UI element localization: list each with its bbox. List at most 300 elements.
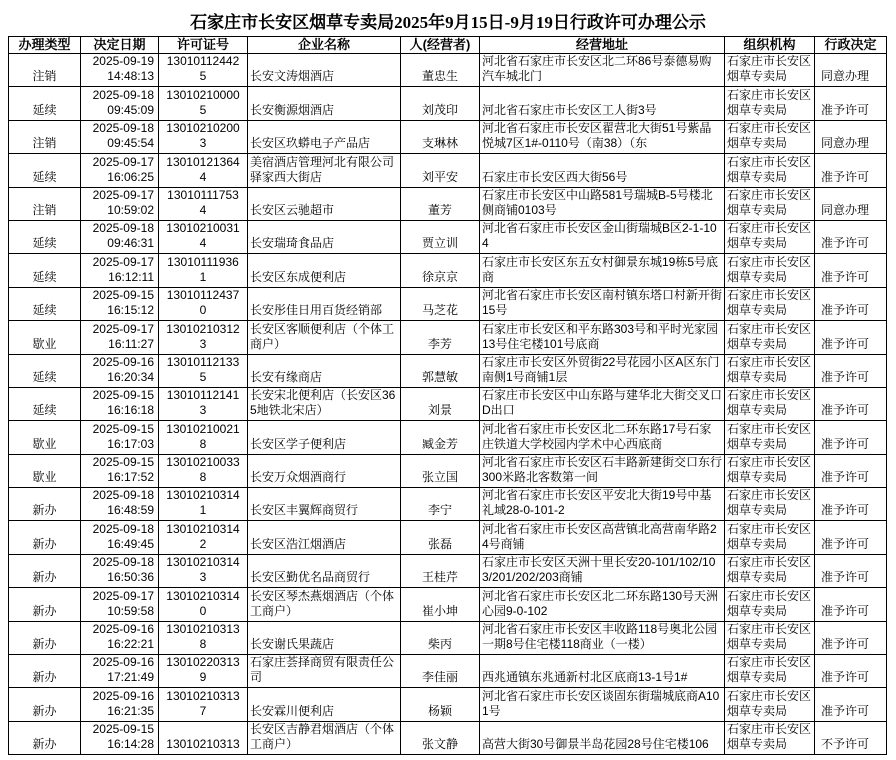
company-name-cell <box>248 121 401 154</box>
operator-cell <box>401 54 480 87</box>
address-cell <box>480 622 725 655</box>
decision-cell <box>815 254 887 287</box>
operator-text: 董芳 <box>427 202 452 217</box>
operator-text: 董忠生 <box>421 69 458 84</box>
license-number-text: 130102103142 <box>166 521 240 551</box>
operator-cell <box>401 688 480 721</box>
license-number-text: 130101121413 <box>166 388 240 418</box>
organization-cell <box>725 722 815 755</box>
type-text: 新办 <box>32 570 57 585</box>
address-cell <box>480 321 725 354</box>
decision-text: 同意办理 <box>821 202 870 217</box>
decision-cell <box>815 588 887 621</box>
license-number-cell <box>159 154 248 187</box>
decision-date-text: 2025-09-18 16:48:59 <box>92 488 154 518</box>
company-name-text: 长安万众烟酒商行 <box>250 470 347 485</box>
license-number-text: 130102103123 <box>166 321 240 351</box>
address-cell <box>480 288 725 321</box>
license-number-cell <box>159 221 248 254</box>
permit-table <box>8 36 887 755</box>
decision-date-text: 2025-09-16 16:21:35 <box>92 688 154 718</box>
company-name-cell <box>248 655 401 688</box>
operator-cell <box>401 521 480 554</box>
decision-text: 准予许可 <box>821 369 870 384</box>
license-number-cell <box>159 655 248 688</box>
license-number-text: 130101213644 <box>166 154 240 184</box>
type-cell <box>9 521 81 554</box>
operator-text: 张文静 <box>421 737 458 752</box>
address-text: 河北省石家庄市长安区翟营北大街51号紫晶悦城7区1#-0110号（南38）（东 <box>482 121 712 151</box>
license-number-text: 130102103137 <box>166 688 240 718</box>
column-header-operator: 人(经营者) <box>401 37 480 54</box>
type-cell <box>9 321 81 354</box>
type-cell <box>9 288 81 321</box>
license-number-cell <box>159 588 248 621</box>
type-text: 注销 <box>32 136 57 151</box>
address-text: 河北省石家庄市长安区金山街瑞城B区2-1-104 <box>482 221 717 251</box>
address-text: 河北省石家庄市长安区丰收路118号奥北公园一期8号住宅楼118商业（一楼） <box>482 622 718 652</box>
company-name-text: 长安区玖蟒电子产品店 <box>250 136 371 151</box>
operator-cell <box>401 655 480 688</box>
organization-cell <box>725 421 815 454</box>
organization-cell <box>725 655 815 688</box>
organization-cell <box>725 121 815 154</box>
company-name-cell <box>248 588 401 621</box>
decision-text: 准予许可 <box>821 336 870 351</box>
decision-date-cell <box>81 188 159 221</box>
license-number-text: 130101121335 <box>166 354 240 384</box>
type-cell <box>9 355 81 388</box>
organization-cell <box>725 588 815 621</box>
license-number-cell <box>159 688 248 721</box>
organization-text: 石家庄市长安区烟草专卖局 <box>727 521 812 551</box>
license-number-text: 130102103141 <box>166 488 240 518</box>
column-header-license-number: 许可证号 <box>159 37 248 54</box>
type-text: 歇业 <box>32 436 57 451</box>
decision-cell <box>815 355 887 388</box>
company-name-text: 长安文涛烟酒店 <box>250 69 335 84</box>
company-name-text: 长安区云驰超市 <box>250 202 335 217</box>
address-text: 河北省石家庄市长安区谈固东街瑞城底商A101号 <box>482 688 720 718</box>
license-number-text: 130102100314 <box>166 221 240 251</box>
decision-date-text: 2025-09-17 16:11:27 <box>92 321 154 351</box>
decision-date-cell <box>81 555 159 588</box>
type-text: 新办 <box>32 737 57 752</box>
operator-cell <box>401 555 480 588</box>
company-name-text: 长安宋北便利店（长安区365地铁北宋店） <box>250 388 396 418</box>
address-cell <box>480 355 725 388</box>
decision-date-cell <box>81 355 159 388</box>
type-cell <box>9 688 81 721</box>
type-text: 延续 <box>32 102 57 117</box>
decision-date-cell <box>81 254 159 287</box>
license-number-text: 130101124370 <box>166 288 240 318</box>
type-cell <box>9 455 81 488</box>
company-name-text: 长安瑞琦食品店 <box>250 236 335 251</box>
address-cell <box>480 154 725 187</box>
decision-date-text: 2025-09-15 16:17:52 <box>92 455 154 485</box>
decision-date-cell <box>81 288 159 321</box>
operator-cell <box>401 355 480 388</box>
type-text: 注销 <box>32 202 57 217</box>
organization-text: 石家庄市长安区烟草专卖局 <box>727 588 812 618</box>
company-name-cell <box>248 622 401 655</box>
operator-text: 张磊 <box>427 536 452 551</box>
operator-cell <box>401 588 480 621</box>
address-text: 河北省石家庄市长安区石丰路新建街交口东行300米路北客数第一间 <box>482 455 722 485</box>
company-name-text: 长安区浩江烟酒店 <box>250 536 347 551</box>
decision-cell <box>815 54 887 87</box>
decision-text: 准予许可 <box>821 670 870 685</box>
type-cell <box>9 722 81 755</box>
company-name-cell <box>248 288 401 321</box>
operator-cell <box>401 154 480 187</box>
organization-text: 石家庄市长安区烟草专卖局 <box>727 555 812 585</box>
license-number-text: 130101124425 <box>166 54 240 84</box>
operator-text: 马芝花 <box>421 303 458 318</box>
address-text: 河北省石家庄市长安区北二环东路17号石家庄铁道大学校园内学术中心西底商 <box>482 421 712 451</box>
decision-date-cell <box>81 455 159 488</box>
type-text: 新办 <box>32 637 57 652</box>
decision-text: 准予许可 <box>821 637 870 652</box>
decision-text: 准予许可 <box>821 470 870 485</box>
decision-date-text: 2025-09-16 16:20:34 <box>92 354 154 384</box>
decision-date-cell <box>81 54 159 87</box>
license-number-cell <box>159 555 248 588</box>
company-name-text: 长安区学子便利店 <box>250 436 347 451</box>
decision-date-cell <box>81 154 159 187</box>
company-name-cell <box>248 688 401 721</box>
organization-text: 石家庄市长安区烟草专卖局 <box>727 455 812 485</box>
operator-text: 李宁 <box>427 503 452 518</box>
decision-date-text: 2025-09-18 16:50:36 <box>92 555 154 585</box>
column-header-decision-date: 决定日期 <box>81 37 159 54</box>
decision-text: 准予许可 <box>821 603 870 618</box>
address-text: 石家庄市长安区天洲十里长安20-101/102/103/201/202/203商铺 <box>482 555 716 585</box>
address-text: 石家庄市长安区和平东路303号和平时光家园13号住宅楼101号底商 <box>482 321 719 351</box>
decision-date-text: 2025-09-15 16:14:28 <box>92 722 154 752</box>
license-number-cell <box>159 388 248 421</box>
address-text: 石家庄市长安区中山东路与建华北大街交叉口D出口 <box>482 388 722 418</box>
organization-text: 石家庄市长安区烟草专卖局 <box>727 154 812 184</box>
decision-date-text: 2025-09-16 16:22:21 <box>92 622 154 652</box>
address-text: 石家庄市长安区西大街56号 <box>482 169 628 184</box>
decision-text: 准予许可 <box>821 536 870 551</box>
column-header-type: 办理类型 <box>9 37 81 54</box>
decision-date-text: 2025-09-16 17:21:49 <box>92 655 154 685</box>
operator-cell <box>401 321 480 354</box>
decision-date-cell <box>81 421 159 454</box>
address-text: 西兆通镇东兆通新村北区底商13-1号1# <box>482 670 688 685</box>
company-name-cell <box>248 421 401 454</box>
type-cell <box>9 87 81 120</box>
license-number-text: 130101119361 <box>167 254 239 284</box>
company-name-cell <box>248 355 401 388</box>
license-number-cell <box>159 455 248 488</box>
company-name-text: 长安霖川便利店 <box>250 703 335 718</box>
license-number-text: 130102103140 <box>166 588 240 618</box>
operator-cell <box>401 421 480 454</box>
type-text: 歇业 <box>32 336 57 351</box>
decision-cell <box>815 421 887 454</box>
company-name-text: 长安谢氏果蔬店 <box>250 637 335 652</box>
page-title: 石家庄市长安区烟草专卖局2025年9月15日-9月19日行政许可办理公示 <box>190 13 706 32</box>
type-cell <box>9 388 81 421</box>
decision-cell <box>815 521 887 554</box>
decision-cell <box>815 321 887 354</box>
decision-date-cell <box>81 521 159 554</box>
decision-date-text: 2025-09-18 09:46:31 <box>92 221 154 251</box>
license-number-text: 130102100005 <box>166 87 240 117</box>
operator-cell <box>401 188 480 221</box>
address-text: 石家庄市长安区外贸街22号花园小区A区东门南侧1号商铺1层 <box>482 354 720 384</box>
operator-cell <box>401 288 480 321</box>
address-text: 河北省石家庄市长安区平安北大街19号中基礼域28-0-101-2 <box>482 488 712 518</box>
decision-date-text: 2025-09-17 10:59:02 <box>92 187 154 217</box>
company-name-text: 长安衡源烟酒店 <box>250 102 335 117</box>
license-number-cell <box>159 622 248 655</box>
company-name-cell <box>248 321 401 354</box>
column-header-company-name: 企业名称 <box>248 37 401 54</box>
operator-text: 臧金芳 <box>421 436 458 451</box>
address-text: 高营大街30号御景半岛花园28号住宅楼106 <box>482 737 709 752</box>
operator-text: 杨颖 <box>427 703 452 718</box>
operator-text: 支琳林 <box>421 136 458 151</box>
company-name-cell <box>248 521 401 554</box>
operator-text: 刘茂印 <box>421 102 458 117</box>
license-number-cell <box>159 521 248 554</box>
type-cell <box>9 488 81 521</box>
decision-date-text: 2025-09-17 10:59:58 <box>92 588 154 618</box>
operator-text: 柴丙 <box>427 637 452 652</box>
company-name-cell <box>248 87 401 120</box>
organization-cell <box>725 254 815 287</box>
address-cell <box>480 87 725 120</box>
organization-cell <box>725 688 815 721</box>
license-number-text: 13010210313 <box>166 737 240 752</box>
license-number-cell <box>159 87 248 120</box>
decision-date-text: 2025-09-18 09:45:09 <box>92 87 154 117</box>
company-name-cell <box>248 488 401 521</box>
company-name-text: 长安彤佳日用百货经销部 <box>250 303 383 318</box>
operator-text: 李佳丽 <box>421 670 458 685</box>
address-cell <box>480 588 725 621</box>
decision-text: 准予许可 <box>821 570 870 585</box>
organization-cell <box>725 622 815 655</box>
license-number-text: 130102103143 <box>166 555 240 585</box>
decision-date-text: 2025-09-15 16:16:18 <box>92 388 154 418</box>
company-name-cell <box>248 555 401 588</box>
type-text: 新办 <box>32 536 57 551</box>
license-number-text: 130102102003 <box>166 121 240 151</box>
decision-cell <box>815 221 887 254</box>
organization-text: 石家庄市长安区烟草专卖局 <box>727 121 812 151</box>
organization-cell <box>725 355 815 388</box>
organization-text: 石家庄市长安区烟草专卖局 <box>727 388 812 418</box>
license-number-cell <box>159 355 248 388</box>
type-cell <box>9 121 81 154</box>
operator-text: 张立国 <box>421 470 458 485</box>
operator-cell <box>401 488 480 521</box>
address-cell <box>480 655 725 688</box>
operator-text: 李芳 <box>427 336 452 351</box>
license-number-cell <box>159 254 248 287</box>
column-header-address: 经营地址 <box>480 37 725 54</box>
company-name-cell <box>248 254 401 287</box>
decision-date-cell <box>81 722 159 755</box>
decision-text: 准予许可 <box>821 436 870 451</box>
decision-date-text: 2025-09-17 16:06:25 <box>92 154 154 184</box>
organization-text: 石家庄市长安区烟草专卖局 <box>727 254 812 284</box>
address-cell <box>480 455 725 488</box>
address-text: 河北省石家庄市长安区北二环东路130号天洲心园9-0-102 <box>482 588 719 618</box>
type-cell <box>9 54 81 87</box>
organization-cell <box>725 455 815 488</box>
decision-text: 准予许可 <box>821 703 870 718</box>
organization-text: 石家庄市长安区烟草专卖局 <box>727 421 812 451</box>
type-text: 延续 <box>32 269 57 284</box>
decision-cell <box>815 154 887 187</box>
type-text: 延续 <box>32 369 57 384</box>
organization-cell <box>725 288 815 321</box>
organization-cell <box>725 221 815 254</box>
decision-text: 准予许可 <box>821 169 870 184</box>
license-number-cell <box>159 188 248 221</box>
organization-cell <box>725 488 815 521</box>
operator-cell <box>401 221 480 254</box>
decision-date-cell <box>81 488 159 521</box>
organization-text: 石家庄市长安区烟草专卖局 <box>727 321 812 351</box>
operator-cell <box>401 622 480 655</box>
license-number-cell <box>159 421 248 454</box>
decision-cell <box>815 121 887 154</box>
decision-date-cell <box>81 388 159 421</box>
decision-date-cell <box>81 87 159 120</box>
decision-text: 准予许可 <box>821 269 870 284</box>
address-text: 河北省石家庄市长安区高营镇北高营南华路24号商铺 <box>482 521 717 551</box>
company-name-text: 长安区琴杰燕烟酒店（个体工商户） <box>250 588 395 618</box>
organization-cell <box>725 188 815 221</box>
decision-cell <box>815 488 887 521</box>
license-number-cell <box>159 722 248 755</box>
company-name-text: 美宿酒店管理河北有限公司驿家西大街店 <box>250 154 395 184</box>
organization-text: 石家庄市长安区烟草专卖局 <box>727 87 812 117</box>
decision-date-text: 2025-09-15 16:15:12 <box>92 288 154 318</box>
decision-date-text: 2025-09-17 16:12:11 <box>92 254 154 284</box>
organization-cell <box>725 321 815 354</box>
decision-cell <box>815 388 887 421</box>
decision-text: 准予许可 <box>821 403 870 418</box>
address-text: 河北省石家庄市长安区南村镇东塔口村新开街15号 <box>482 288 722 318</box>
type-text: 新办 <box>32 503 57 518</box>
decision-cell <box>815 555 887 588</box>
operator-text: 郭慧敏 <box>421 369 458 384</box>
license-number-text: 130102203139 <box>166 655 240 685</box>
organization-text: 石家庄市长安区烟草专卖局 <box>727 187 812 217</box>
company-name-text: 石家庄荟择商贸有限责任公司 <box>250 655 395 685</box>
decision-date-cell <box>81 655 159 688</box>
organization-cell <box>725 521 815 554</box>
operator-cell <box>401 121 480 154</box>
license-number-text: 130102100218 <box>166 421 240 451</box>
organization-text: 石家庄市长安区烟草专卖局 <box>727 54 812 84</box>
address-cell <box>480 388 725 421</box>
type-cell <box>9 622 81 655</box>
company-name-text: 长安区客顺便利店（个体工商户） <box>250 321 395 351</box>
address-cell <box>480 521 725 554</box>
company-name-text: 长安区勤优名品商贸行 <box>250 570 371 585</box>
type-text: 注销 <box>32 69 57 84</box>
decision-cell <box>815 688 887 721</box>
organization-text: 石家庄市长安区烟草专卖局 <box>727 622 812 652</box>
decision-date-cell <box>81 321 159 354</box>
decision-text: 同意办理 <box>821 136 870 151</box>
decision-text: 准予许可 <box>821 236 870 251</box>
address-text: 河北省石家庄市长安区北二环86号泰德易购汽车城北门 <box>482 54 712 84</box>
operator-cell <box>401 254 480 287</box>
address-cell <box>480 121 725 154</box>
operator-text: 刘平安 <box>421 169 458 184</box>
decision-date-text: 2025-09-19 14:48:13 <box>92 54 154 84</box>
decision-cell <box>815 655 887 688</box>
operator-cell <box>401 388 480 421</box>
decision-cell <box>815 87 887 120</box>
decision-date-text: 2025-09-18 09:45:54 <box>92 121 154 151</box>
address-cell <box>480 488 725 521</box>
company-name-text: 长安有缘商店 <box>250 369 323 384</box>
operator-text: 刘景 <box>427 403 452 418</box>
address-cell <box>480 421 725 454</box>
decision-date-cell <box>81 688 159 721</box>
address-text: 石家庄市长安区东五女村御景东城19栋5号底商 <box>482 254 719 284</box>
company-name-cell <box>248 154 401 187</box>
decision-text: 准予许可 <box>821 102 870 117</box>
license-number-cell <box>159 321 248 354</box>
license-number-text: 130102103138 <box>166 622 240 652</box>
organization-text: 石家庄市长安区烟草专卖局 <box>727 688 812 718</box>
organization-cell <box>725 87 815 120</box>
column-header-decision: 行政决定 <box>815 37 887 54</box>
company-name-cell <box>248 54 401 87</box>
decision-cell <box>815 622 887 655</box>
decision-date-cell <box>81 121 159 154</box>
decision-cell <box>815 288 887 321</box>
decision-date-cell <box>81 588 159 621</box>
column-header-organization: 组织机构 <box>725 37 815 54</box>
type-cell <box>9 555 81 588</box>
organization-text: 石家庄市长安区烟草专卖局 <box>727 488 812 518</box>
type-cell <box>9 254 81 287</box>
address-cell <box>480 54 725 87</box>
company-name-cell <box>248 455 401 488</box>
type-cell <box>9 421 81 454</box>
company-name-cell <box>248 388 401 421</box>
operator-text: 王桂芹 <box>421 570 458 585</box>
address-cell <box>480 221 725 254</box>
license-number-cell <box>159 121 248 154</box>
license-number-cell <box>159 288 248 321</box>
type-cell <box>9 221 81 254</box>
type-text: 新办 <box>32 603 57 618</box>
company-name-cell <box>248 221 401 254</box>
organization-text: 石家庄市长安区烟草专卖局 <box>727 221 812 251</box>
address-cell <box>480 555 725 588</box>
type-text: 延续 <box>32 403 57 418</box>
type-text: 延续 <box>32 236 57 251</box>
decision-text: 同意办理 <box>821 69 870 84</box>
organization-text: 石家庄市长安区烟草专卖局 <box>727 722 812 752</box>
type-text: 新办 <box>32 703 57 718</box>
